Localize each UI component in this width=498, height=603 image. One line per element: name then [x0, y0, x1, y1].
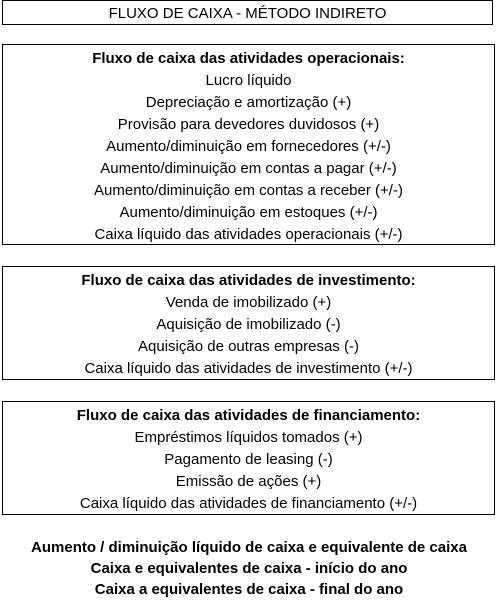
- summary-line: Aumento / diminuição líquido de caixa e equivalente de caixa: [31, 539, 467, 556]
- summary-line: Caixa e equivalentes de caixa - início do ano: [90, 560, 408, 577]
- investment-activities-section: [2, 266, 495, 380]
- summary-line: Caixa a equivalentes de caixa - final do ano: [94, 581, 404, 598]
- line-item: Provisão para devedores duvidosos (+): [117, 116, 380, 133]
- line-item: Depreciação e amortização (+): [145, 94, 352, 111]
- line-item: Aquisição de imobilizado (-): [156, 316, 341, 333]
- operational-activities-section: [2, 44, 495, 245]
- section-heading: Fluxo de caixa das atividades operacionais:: [92, 50, 405, 67]
- section-heading: Fluxo de caixa das atividades de financiamento:: [76, 407, 421, 424]
- document-title: FLUXO DE CAIXA - MÉTODO INDIRETO: [2, 0, 493, 25]
- line-item: Caixa líquido das atividades de financiamento (+/-): [79, 495, 418, 512]
- section-heading: Fluxo de caixa das atividades de investimento:: [81, 272, 416, 289]
- financing-activities-section: [2, 401, 495, 515]
- line-item: Pagamento de leasing (-): [164, 451, 333, 468]
- line-item: Aumento/diminuição em contas a pagar (+/-): [100, 160, 397, 177]
- line-item: Aumento/diminuição em fornecedores (+/-): [106, 138, 391, 155]
- line-item: Aumento/diminuição em estoques (+/-): [119, 204, 378, 221]
- line-item: Aumento/diminuição em contas a receber (+/-): [94, 182, 403, 199]
- line-item: Emissão de ações (+): [175, 473, 322, 490]
- line-item: Venda de imobilizado (+): [165, 294, 332, 311]
- line-item: Aquisição de outras empresas (-): [138, 338, 359, 355]
- cash-summary: [0, 537, 498, 600]
- line-item: Lucro líquido: [205, 72, 292, 89]
- line-item: Empréstimos líquidos tomados (+): [134, 429, 363, 446]
- line-item: Caixa líquido das atividades operacionais (+/-): [94, 226, 403, 243]
- line-item: Caixa líquido das atividades de investimento (+/-): [84, 360, 413, 377]
